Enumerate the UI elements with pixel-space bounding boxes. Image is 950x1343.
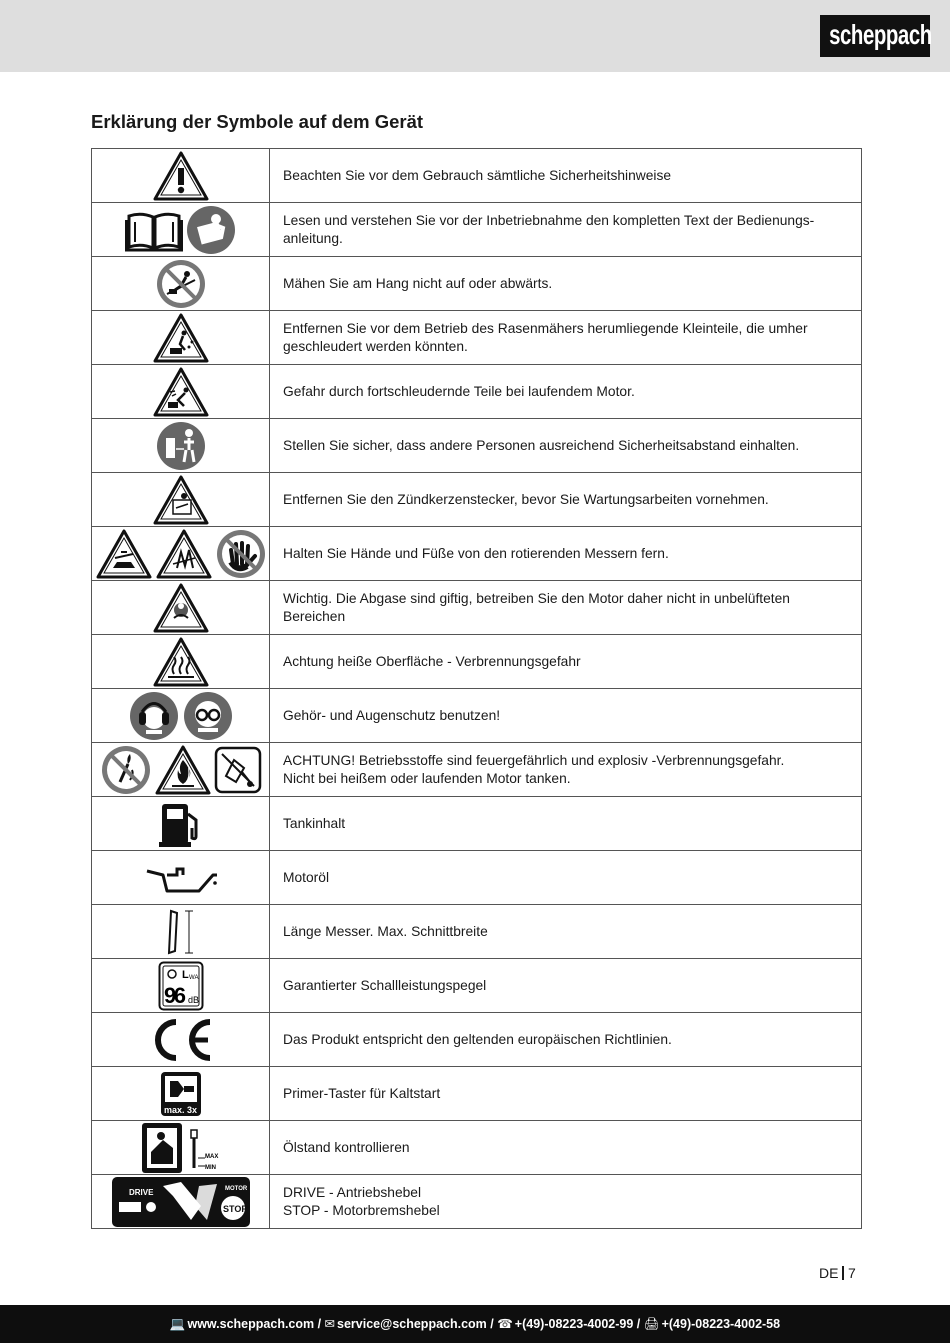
keep-distance-icon bbox=[154, 437, 208, 454]
symbol-cell bbox=[92, 527, 270, 581]
table-row bbox=[92, 419, 862, 473]
monitor-icon: 💻 bbox=[169, 1317, 186, 1331]
description-cell bbox=[270, 689, 862, 743]
svg-text:MIN: MIN bbox=[204, 1164, 216, 1171]
blade-length-icon bbox=[162, 923, 200, 940]
description-text: Entfernen Sie vor dem Betrieb des Rasenmähers herumliegende Kleinteile, die umher bbox=[283, 321, 808, 336]
description-cell bbox=[270, 311, 862, 365]
table-row bbox=[92, 1013, 862, 1067]
sound-level-icon bbox=[157, 968, 205, 1008]
no-refuel-hot-icon bbox=[213, 761, 263, 778]
description-cell bbox=[270, 1067, 862, 1121]
table-row bbox=[92, 527, 862, 581]
symbol-cell bbox=[92, 473, 270, 527]
table-row bbox=[92, 581, 862, 635]
mail-icon: ✉ bbox=[324, 1317, 336, 1331]
description-text: geschleudert werden könnten. bbox=[283, 338, 468, 354]
symbol-cell bbox=[92, 743, 270, 797]
table-row bbox=[92, 203, 862, 257]
description-text: STOP - Motorbremshebel bbox=[283, 1202, 440, 1218]
description-text: Beachten Sie vor dem Gebrauch sämtliche Sicherheitshinweise bbox=[283, 167, 672, 183]
symbol-cell bbox=[92, 203, 270, 257]
symbol-cell bbox=[92, 797, 270, 851]
warning-flammable-icon bbox=[153, 761, 213, 778]
svg-text:96: 96 bbox=[163, 982, 186, 1008]
fuel-pump-icon bbox=[157, 815, 205, 832]
symbols-table bbox=[91, 148, 862, 1229]
symbol-cell bbox=[92, 851, 270, 905]
warning-flying-parts-icon bbox=[151, 383, 211, 400]
table-row bbox=[92, 257, 862, 311]
description-text: Gefahr durch fortschleudernde Teile bei laufendem Motor. bbox=[283, 383, 635, 399]
footer-phone: +(49)-08223-4002-99 bbox=[514, 1317, 634, 1331]
description-cell bbox=[270, 797, 862, 851]
warning-hot-surface-icon bbox=[151, 653, 211, 670]
description-text: Ölstand kontrollieren bbox=[283, 1139, 410, 1155]
description-text: Länge Messer. Max. Schnittbreite bbox=[283, 923, 488, 939]
description-cell bbox=[270, 257, 862, 311]
symbol-cell bbox=[92, 419, 270, 473]
description-text: Gehör- und Augenschutz benutzen! bbox=[283, 707, 501, 723]
description-text: Entfernen Sie den Zündkerzenstecker, bevor Sie Wartungsarbeiten vornehmen. bbox=[283, 491, 769, 507]
table-row bbox=[92, 635, 862, 689]
header-bar bbox=[0, 0, 950, 72]
description-cell bbox=[270, 473, 862, 527]
primer-button-icon bbox=[159, 1085, 203, 1115]
description-text: Garantierter Schallleistungspegel bbox=[283, 977, 487, 993]
svg-text:STOP: STOP bbox=[222, 1203, 247, 1214]
description-text: Tankinhalt bbox=[283, 815, 346, 831]
no-hands-icon bbox=[214, 545, 268, 562]
table-row bbox=[92, 959, 862, 1013]
description-text: Halten Sie Hände und Füße von den rotierenden Messern fern. bbox=[283, 545, 669, 561]
description-cell bbox=[270, 581, 862, 635]
description-text: Motoröl bbox=[283, 869, 330, 885]
description-text: Achtung heiße Oberfläche - Verbrennungsgefahr bbox=[283, 653, 581, 669]
warning-exclamation-icon bbox=[151, 167, 211, 184]
description-text: Bereichen bbox=[283, 608, 346, 624]
table-row bbox=[92, 1067, 862, 1121]
brand-logo: scheppach bbox=[820, 15, 930, 57]
svg-text:DRIVE: DRIVE bbox=[128, 1187, 153, 1197]
description-cell bbox=[270, 905, 862, 959]
warning-spark-plug-icon bbox=[151, 491, 211, 508]
description-text: Mähen Sie am Hang nicht auf oder abwärts. bbox=[283, 275, 553, 291]
table-row bbox=[92, 1121, 862, 1175]
table-row bbox=[92, 689, 862, 743]
svg-text:max. 3x: max. 3x bbox=[163, 1104, 197, 1115]
ear-protection-icon bbox=[127, 707, 181, 724]
table-row bbox=[92, 473, 862, 527]
page-number: DE 7 bbox=[819, 1265, 856, 1281]
manual-book-icon bbox=[124, 221, 184, 238]
description-cell bbox=[270, 419, 862, 473]
warning-toxic-fumes-icon bbox=[151, 599, 211, 616]
description-cell bbox=[270, 1175, 862, 1229]
symbol-cell bbox=[92, 1121, 270, 1175]
description-text: Primer-Taster für Kaltstart bbox=[283, 1085, 441, 1101]
svg-text:MOTOR: MOTOR bbox=[224, 1185, 247, 1192]
symbol-cell bbox=[92, 1175, 270, 1229]
section-title: Erklärung der Symbole auf dem Gerät bbox=[91, 111, 424, 132]
symbol-cell bbox=[92, 1013, 270, 1067]
eye-protection-icon bbox=[181, 707, 235, 724]
description-cell bbox=[270, 743, 862, 797]
table-row bbox=[92, 311, 862, 365]
description-text: ACHTUNG! Betriebsstoffe sind feuergefährlich und explosiv -Verbrennungsgefahr. bbox=[283, 753, 785, 768]
symbol-cell bbox=[92, 257, 270, 311]
symbol-cell bbox=[92, 365, 270, 419]
fax-icon: 🖨 bbox=[643, 1317, 660, 1331]
description-cell bbox=[270, 635, 862, 689]
svg-text:dB: dB bbox=[187, 994, 199, 1005]
description-cell bbox=[270, 851, 862, 905]
footer-bar: 💻 www.scheppach.com / ✉ service@scheppach.com / ☎ +(49)-08223-4002-99 / 🖨 +(49)-08223-4002-58 bbox=[0, 1305, 950, 1343]
oil-level-check-icon bbox=[140, 1139, 222, 1171]
footer-fax: +(49)-08223-4002-58 bbox=[661, 1317, 781, 1331]
symbol-cell bbox=[92, 149, 270, 203]
phone-icon: ☎ bbox=[497, 1317, 513, 1331]
symbol-cell bbox=[92, 689, 270, 743]
no-fire-icon bbox=[99, 761, 153, 778]
description-cell bbox=[270, 1013, 862, 1067]
drive-stop-levers-icon bbox=[110, 1185, 252, 1214]
description-cell bbox=[270, 203, 862, 257]
description-text: DRIVE - Antriebshebel bbox=[283, 1185, 422, 1200]
svg-text:WA: WA bbox=[188, 974, 198, 981]
description-cell bbox=[270, 1121, 862, 1175]
table-row bbox=[92, 365, 862, 419]
description-text: Wichtig. Die Abgase sind giftig, betreiben Sie den Motor daher nicht in unbelüfteten bbox=[283, 591, 790, 606]
warning-hand-blade-icon bbox=[154, 545, 214, 562]
oil-can-icon bbox=[142, 869, 220, 886]
description-text: Stellen Sie sicher, dass andere Personen ausreichend Sicherheitsabstand einhalten. bbox=[283, 437, 800, 453]
warning-thrown-objects-icon bbox=[151, 329, 211, 346]
description-cell bbox=[270, 365, 862, 419]
symbol-cell bbox=[92, 959, 270, 1013]
symbol-cell bbox=[92, 311, 270, 365]
read-manual-icon bbox=[184, 221, 238, 238]
footer-email[interactable]: service@scheppach.com bbox=[337, 1317, 487, 1331]
description-cell bbox=[270, 527, 862, 581]
symbol-cell bbox=[92, 1067, 270, 1121]
symbol-cell bbox=[92, 581, 270, 635]
warning-foot-blade-icon bbox=[94, 545, 154, 562]
table-row bbox=[92, 797, 862, 851]
svg-text:L: L bbox=[181, 968, 189, 981]
description-text: Lesen und verstehen Sie vor der Inbetriebnahme den kompletten Text der Bedienungs- bbox=[283, 213, 815, 228]
table-row bbox=[92, 149, 862, 203]
description-text: Nicht bei heißem oder laufenden Motor tanken. bbox=[283, 770, 571, 786]
ce-mark-icon bbox=[147, 1031, 215, 1048]
table-row bbox=[92, 743, 862, 797]
symbol-cell bbox=[92, 635, 270, 689]
table-row bbox=[92, 1175, 862, 1229]
table-row bbox=[92, 905, 862, 959]
footer-website[interactable]: www.scheppach.com bbox=[187, 1317, 315, 1331]
no-slope-mowing-icon bbox=[154, 275, 208, 292]
table-row bbox=[92, 851, 862, 905]
svg-text:MAX: MAX bbox=[204, 1153, 218, 1160]
description-text: Das Produkt entspricht den geltenden europäischen Richtlinien. bbox=[283, 1031, 672, 1047]
description-cell bbox=[270, 149, 862, 203]
description-text: anleitung. bbox=[283, 230, 343, 246]
symbol-cell bbox=[92, 905, 270, 959]
description-cell bbox=[270, 959, 862, 1013]
